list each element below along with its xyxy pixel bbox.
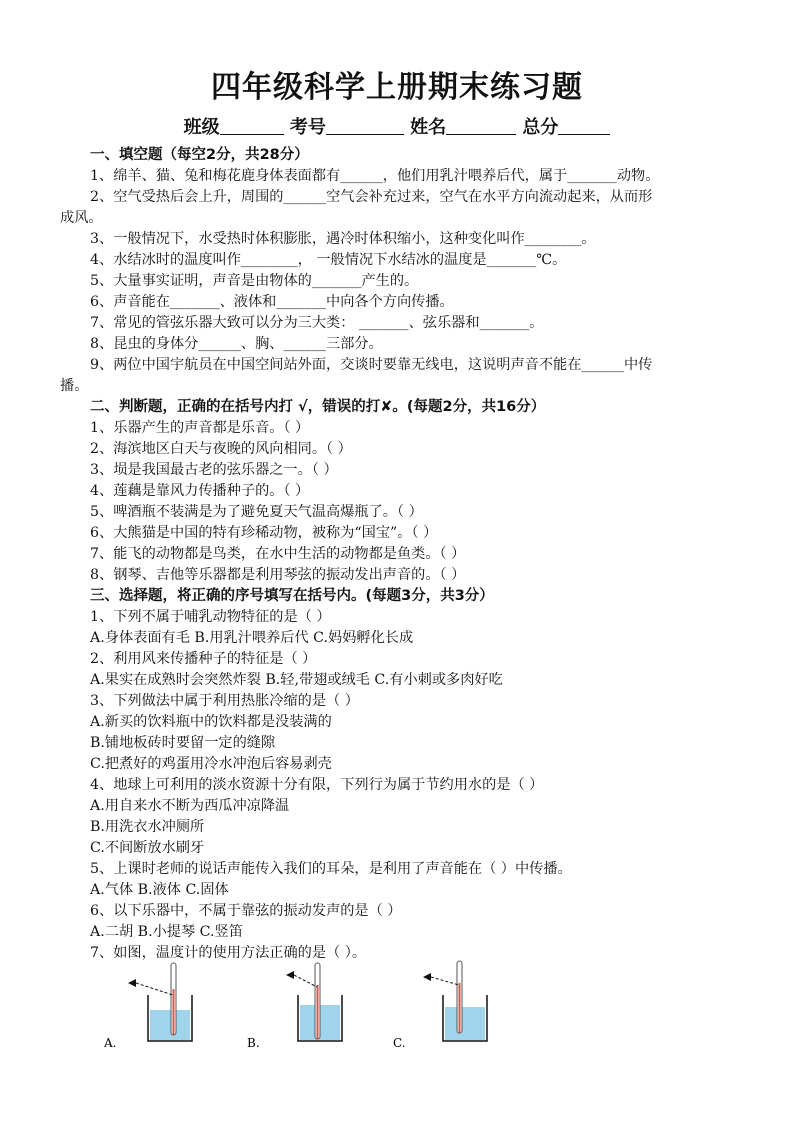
beaker-water	[150, 1010, 190, 1040]
exam-no-label: 考号	[289, 117, 326, 138]
choice-q5: 5、上课时老师的说话声能传入我们的耳朵，是利用了声音能在（ ）中传播。	[90, 861, 572, 877]
fill-q4: 4、水结冰时的温度叫作________， 一般情况下水结冰的温度是_______℃。	[90, 252, 567, 268]
name-blank	[446, 116, 516, 135]
fill-q7: 7、常见的管弦乐器大致可以分为三大类： _______、弦乐器和_______。	[90, 315, 544, 331]
judge-q3: 3、埙是我国最古老的弦乐器之一。（ ）	[90, 462, 338, 478]
score-blank	[558, 116, 610, 135]
option-c-label: C.	[393, 1036, 406, 1050]
page-title: 四年级科学上册期末练习题	[211, 70, 583, 105]
choice-q4-option-b: B.用洗衣水冲厕所	[90, 819, 205, 835]
judge-q4: 4、莲藕是靠风力传播种子的。（ ）	[90, 483, 310, 499]
thermometer-option-a	[103, 963, 192, 1050]
fill-q6: 6、声音能在_______、液体和_______中向各个方向传播。	[90, 294, 454, 310]
thermometer-option-b	[247, 963, 342, 1050]
judge-q6: 6、大熊猫是中国的特有珍稀动物，被称为“国宝”。（ ）	[90, 525, 438, 541]
student-info-row	[0, 113, 794, 139]
choice-q3: 3、下列做法中属于利用热胀冷缩的是（ ）	[90, 693, 359, 709]
choice-q4-option-c: C.不间断放水刷牙	[90, 840, 205, 856]
choice-q2-options: A.果实在成熟时会突然炸裂 B.轻,带翅或绒毛 C.有小刺或多肉好吃	[90, 672, 503, 688]
exam-no-blank	[326, 116, 404, 135]
judge-q1: 1、乐器产生的声音都是乐音。（ ）	[90, 420, 310, 436]
judge-q5: 5、啤酒瓶不装满是为了避免夏天气温高爆瓶了。（ ）	[90, 504, 423, 520]
choice-q1: 1、下列不属于哺乳动物特征的是（ ）	[90, 609, 331, 625]
name-label: 姓名	[410, 117, 447, 138]
choice-q3-option-a: A.新买的饮料瓶中的饮料都是没装满的	[90, 714, 332, 730]
fill-q9-cont: 播。	[60, 378, 89, 394]
sight-line	[431, 977, 459, 985]
fill-q8: 8、昆虫的身体分______、胸、______三部分。	[90, 336, 383, 352]
choice-q7: 7、如图，温度计的使用方法正确的是（ ）。	[90, 945, 367, 961]
class-label: 班级	[183, 117, 220, 138]
thermometer-option-c	[393, 961, 487, 1050]
judge-q8: 8、钢琴、吉他等乐器都是利用琴弦的振动发出声音的。（ ）	[90, 567, 466, 583]
eye-icon	[423, 973, 431, 981]
judge-q7: 7、能飞的动物都是鸟类，在水中生活的动物都是鱼类。（ ）	[90, 546, 466, 562]
thermometer-liquid	[459, 983, 461, 1033]
option-a-label: A.	[104, 1036, 117, 1050]
fill-q2-cont: 成风。	[60, 210, 103, 226]
section2-heading: 二、判断题，正确的在括号内打 √，错误的打✘。(每题2分，共16分）	[90, 399, 546, 415]
choice-q3-option-c: C.把煮好的鸡蛋用冷水冲泡后容易剥壳	[90, 756, 332, 772]
choice-q2: 2、利用风来传播种子的特征是（ ）	[90, 651, 317, 667]
score-label: 总分	[522, 117, 559, 138]
beaker-water	[445, 1007, 485, 1040]
eye-icon	[286, 971, 294, 979]
choice-q3-option-b: B.铺地板砖时要留一定的缝隙	[90, 735, 276, 751]
fill-q1: 1、绵羊、猫、兔和梅花鹿身体表面都有______，他们用乳汁喂养后代，属于_______动物。	[90, 168, 660, 184]
fill-q2: 2、空气受热后会上升，周围的______空气会补充过来，空气在水平方向流动起来，从而形	[90, 189, 653, 205]
thermometer-liquid	[317, 985, 319, 1039]
option-b-label: B.	[247, 1036, 260, 1050]
thermometer-figure	[90, 955, 510, 1055]
judge-q2: 2、海滨地区白天与夜晚的风向相同。（ ）	[90, 441, 352, 457]
eye-icon	[128, 979, 136, 987]
choice-q4-option-a: A.用自来水不断为西瓜冲凉降温	[90, 798, 290, 814]
sight-line	[294, 975, 317, 987]
fill-q5: 5、大量事实证明，声音是由物体的_______产生的。	[90, 273, 419, 289]
choice-q6: 6、以下乐器中，不属于靠弦的振动发声的是（ ）	[90, 903, 402, 919]
fill-q9: 9、两位中国宇航员在中国空间站外面，交谈时要靠无线电，这说明声音不能在______中传	[90, 357, 653, 373]
fill-q3: 3、一般情况下，水受热时体积膨胀，遇冷时体积缩小，这种变化叫作________。	[90, 231, 596, 247]
section1-heading: 一、填空题（每空2分，共28分）	[90, 147, 309, 163]
choice-q5-options: A.气体 B.液体 C.固体	[90, 882, 229, 898]
choice-q6-options: A.二胡 B.小提琴 C.竖笛	[90, 924, 243, 940]
choice-q4: 4、地球上可利用的淡水资源十分有限，下列行为属于节约用水的是（ ）	[90, 777, 544, 793]
section3-heading: 三、选择题，将正确的序号填写在括号内。(每题3分，共3分）	[90, 588, 494, 604]
class-blank	[220, 116, 284, 135]
thermometer-liquid	[173, 989, 175, 1035]
choice-q1-options: A.身体表面有毛 B.用乳汁喂养后代 C.妈妈孵化长成	[90, 630, 414, 646]
sight-line	[136, 983, 173, 995]
